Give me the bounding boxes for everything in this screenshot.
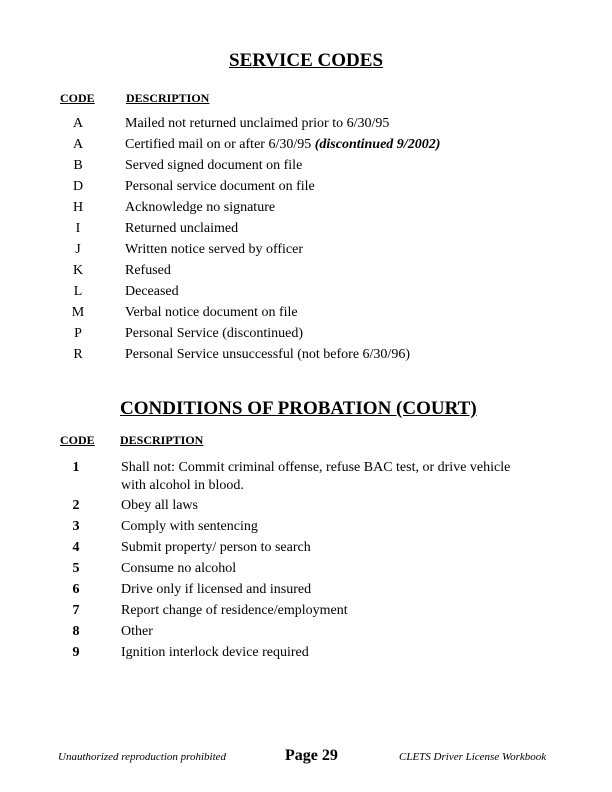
service-code: A [72,137,84,152]
service-codes-title: SERVICE CODES [229,50,384,71]
page-number: Page 29 [285,747,338,764]
service-description [125,263,171,279]
service-description-header: DESCRIPTION [126,91,210,105]
probation-description: Ignition interlock device required [121,645,309,660]
service-description-text: Returned unclaimed [125,221,239,236]
service-code: K [72,263,84,278]
probation-description: Shall not: Commit criminal offense, refuse BAC test, or drive vehicle [121,460,511,475]
service-description-text: Mailed not returned unclaimed prior to 6/30/95 [125,116,390,131]
service-description [125,305,298,321]
service-description [125,158,302,174]
probation-description: Obey all laws [121,498,198,513]
service-description-text: Verbal notice document on file [125,305,298,320]
service-description-text: Served signed document on file [125,158,303,173]
footer-workbook-title: CLETS Driver License Workbook [399,751,547,763]
probation-code: 3 [72,519,80,534]
service-code: B [73,158,83,173]
service-description-text: Refused [125,263,171,278]
service-description-text: Personal Service (discontinued) [125,326,304,341]
service-description-text: Personal service document on file [125,179,315,194]
service-code-header: CODE [60,91,95,105]
probation-code: 1 [72,460,80,475]
probation-code: 4 [72,540,80,555]
service-description [125,242,303,258]
service-description-note: (discontinued 9/2002) [314,137,441,152]
probation-code: 9 [72,645,80,660]
probation-code: 2 [72,498,80,513]
probation-code: 8 [72,624,80,639]
service-description-text: Deceased [125,284,179,299]
probation-code: 5 [72,561,80,576]
service-description [125,221,238,237]
service-code: H [72,200,84,215]
probation-description-header: DESCRIPTION [120,433,204,447]
service-code: R [73,347,83,362]
service-code: L [73,284,83,299]
service-description [125,200,275,216]
service-description [125,326,303,342]
service-description [125,347,410,363]
service-code: M [71,305,85,320]
service-code: J [75,242,81,257]
service-code: D [72,179,84,194]
service-code: A [72,116,84,131]
probation-title: CONDITIONS OF PROBATION (COURT) [120,398,477,419]
probation-description: Comply with sentencing [121,519,258,534]
probation-code-header: CODE [60,433,95,447]
probation-description: Drive only if licensed and insured [121,582,312,597]
service-description [125,116,389,132]
service-code: P [74,326,82,341]
probation-description: Report change of residence/employment [121,603,348,618]
probation-code: 6 [72,582,80,597]
service-description [125,137,440,153]
probation-code: 7 [72,603,80,618]
probation-description: Other [121,624,153,639]
service-description [125,284,179,300]
service-code: I [75,221,81,236]
probation-description: Submit property/ person to search [121,540,311,555]
service-description-text: Certified mail on or after 6/30/95 [125,137,315,152]
probation-description: Consume no alcohol [121,561,237,576]
service-description-text: Personal Service unsuccessful (not before 6/30/96) [125,347,410,362]
service-description [125,179,315,195]
probation-description-continued: with alcohol in blood. [121,478,244,493]
service-description-text: Acknowledge no signature [125,200,276,215]
footer-disclaimer: Unauthorized reproduction prohibited [58,751,227,763]
service-description-text: Written notice served by officer [125,242,303,257]
